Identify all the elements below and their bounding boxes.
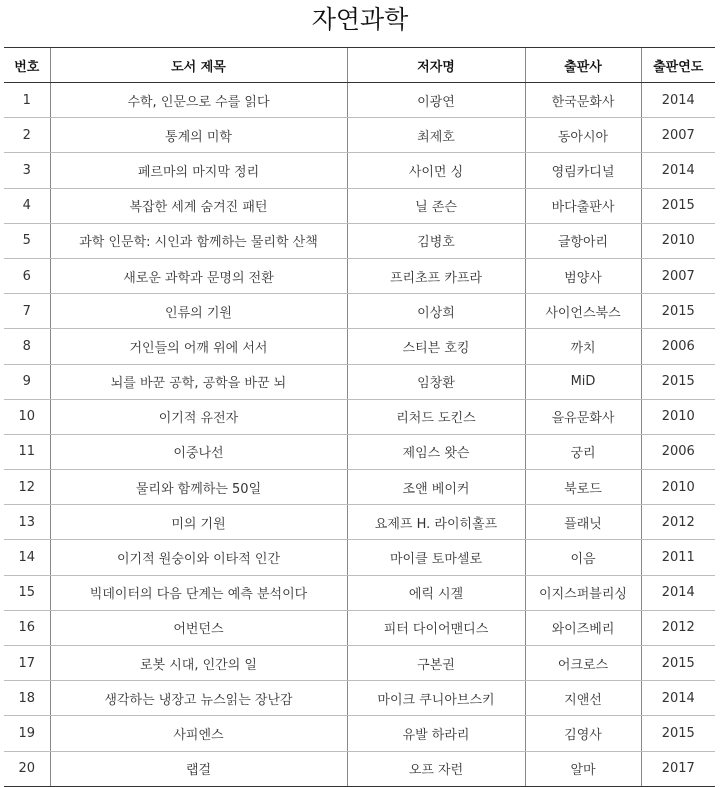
cell-year: 2012 [641, 610, 715, 645]
cell-year: 2014 [641, 153, 715, 188]
cell-book-title: 랩걸 [50, 751, 347, 786]
cell-book-title: 물리와 함께하는 50일 [50, 470, 347, 505]
table-row [4, 434, 715, 469]
cell-number: 18 [4, 681, 50, 716]
cell-author: 이상희 [347, 294, 525, 329]
cell-publisher: 와이즈베리 [525, 610, 641, 645]
table-row [4, 751, 715, 786]
table-row [4, 646, 715, 681]
cell-year: 2015 [641, 294, 715, 329]
table-row [4, 505, 715, 540]
cell-publisher: 이음 [525, 540, 641, 575]
cell-book-title: 이기적 유전자 [50, 399, 347, 434]
cell-book-title: 수학, 인문으로 수를 읽다 [50, 83, 347, 118]
cell-number: 8 [4, 329, 50, 364]
cell-number: 6 [4, 258, 50, 293]
table-row [4, 294, 715, 329]
cell-number: 4 [4, 188, 50, 223]
cell-publisher: MiD [525, 364, 641, 399]
cell-publisher: 북로드 [525, 470, 641, 505]
cell-number: 19 [4, 716, 50, 751]
table-row [4, 153, 715, 188]
cell-publisher: 김영사 [525, 716, 641, 751]
table-row [4, 83, 715, 118]
cell-author: 스티븐 호킹 [347, 329, 525, 364]
cell-book-title: 복잡한 세계 숨겨진 패턴 [50, 188, 347, 223]
cell-publisher: 범양사 [525, 258, 641, 293]
cell-year: 2015 [641, 646, 715, 681]
cell-book-title: 로봇 시대, 인간의 일 [50, 646, 347, 681]
cell-book-title: 미의 기원 [50, 505, 347, 540]
cell-year: 2014 [641, 83, 715, 118]
table-row [4, 223, 715, 258]
table-row [4, 470, 715, 505]
table-row [4, 399, 715, 434]
cell-publisher: 동아시아 [525, 118, 641, 153]
cell-year: 2007 [641, 118, 715, 153]
header-year: 출판연도 [641, 48, 715, 83]
table-row [4, 610, 715, 645]
cell-number: 15 [4, 575, 50, 610]
cell-year: 2015 [641, 716, 715, 751]
cell-author: 마이크 쿠니아브스키 [347, 681, 525, 716]
cell-author: 리처드 도킨스 [347, 399, 525, 434]
table-row [4, 188, 715, 223]
cell-year: 2014 [641, 575, 715, 610]
table-row [4, 716, 715, 751]
cell-publisher: 영림카디널 [525, 153, 641, 188]
cell-number: 11 [4, 434, 50, 469]
cell-number: 12 [4, 470, 50, 505]
cell-number: 13 [4, 505, 50, 540]
cell-author: 최제호 [347, 118, 525, 153]
cell-year: 2010 [641, 470, 715, 505]
cell-year: 2010 [641, 399, 715, 434]
cell-year: 2006 [641, 434, 715, 469]
table-body [4, 83, 715, 787]
cell-publisher: 어크로스 [525, 646, 641, 681]
table-row [4, 575, 715, 610]
cell-publisher: 을유문화사 [525, 399, 641, 434]
cell-year: 2015 [641, 364, 715, 399]
header-number: 번호 [4, 48, 50, 83]
cell-year: 2006 [641, 329, 715, 364]
cell-book-title: 사피엔스 [50, 716, 347, 751]
cell-book-title: 이기적 원숭이와 이타적 인간 [50, 540, 347, 575]
cell-publisher: 글항아리 [525, 223, 641, 258]
cell-number: 10 [4, 399, 50, 434]
cell-year: 2007 [641, 258, 715, 293]
cell-publisher: 까치 [525, 329, 641, 364]
cell-publisher: 바다출판사 [525, 188, 641, 223]
cell-publisher: 이지스퍼블리싱 [525, 575, 641, 610]
cell-number: 2 [4, 118, 50, 153]
table-row [4, 540, 715, 575]
table-row [4, 258, 715, 293]
cell-author: 피터 다이어맨디스 [347, 610, 525, 645]
header-author: 저자명 [347, 48, 525, 83]
cell-year: 2012 [641, 505, 715, 540]
book-table [4, 47, 715, 787]
cell-book-title: 이중나선 [50, 434, 347, 469]
table-row [4, 329, 715, 364]
cell-author: 에릭 시겔 [347, 575, 525, 610]
cell-author: 임창환 [347, 364, 525, 399]
cell-author: 오프 자런 [347, 751, 525, 786]
cell-book-title: 새로운 과학과 문명의 전환 [50, 258, 347, 293]
cell-publisher: 한국문화사 [525, 83, 641, 118]
header-book-title: 도서 제목 [50, 48, 347, 83]
cell-author: 제임스 왓슨 [347, 434, 525, 469]
cell-year: 2015 [641, 188, 715, 223]
cell-author: 구본권 [347, 646, 525, 681]
table-row [4, 681, 715, 716]
cell-author: 조앤 베이커 [347, 470, 525, 505]
cell-publisher: 궁리 [525, 434, 641, 469]
cell-number: 20 [4, 751, 50, 786]
cell-author: 마이클 토마셀로 [347, 540, 525, 575]
cell-author: 사이먼 싱 [347, 153, 525, 188]
header-publisher: 출판사 [525, 48, 641, 83]
cell-number: 16 [4, 610, 50, 645]
cell-year: 2010 [641, 223, 715, 258]
cell-book-title: 페르마의 마지막 정리 [50, 153, 347, 188]
cell-book-title: 생각하는 냉장고 뉴스읽는 장난감 [50, 681, 347, 716]
cell-book-title: 어번던스 [50, 610, 347, 645]
cell-publisher: 지앤선 [525, 681, 641, 716]
table-row [4, 364, 715, 399]
cell-number: 1 [4, 83, 50, 118]
cell-author: 요제프 H. 라이히홀프 [347, 505, 525, 540]
cell-book-title: 인류의 기원 [50, 294, 347, 329]
page-title: 자연과학 [311, 5, 409, 34]
cell-author: 이광연 [347, 83, 525, 118]
cell-year: 2017 [641, 751, 715, 786]
cell-author: 닐 존슨 [347, 188, 525, 223]
cell-year: 2014 [641, 681, 715, 716]
cell-book-title: 통계의 미학 [50, 118, 347, 153]
cell-publisher: 플래닛 [525, 505, 641, 540]
cell-publisher: 사이언스북스 [525, 294, 641, 329]
cell-book-title: 뇌를 바꾼 공학, 공학을 바꾼 뇌 [50, 364, 347, 399]
cell-book-title: 빅데이터의 다음 단계는 예측 분석이다 [50, 575, 347, 610]
cell-author: 유발 하라리 [347, 716, 525, 751]
cell-book-title: 거인들의 어깨 위에 서서 [50, 329, 347, 364]
cell-year: 2011 [641, 540, 715, 575]
cell-number: 14 [4, 540, 50, 575]
cell-book-title: 과학 인문학: 시인과 함께하는 물리학 산책 [50, 223, 347, 258]
cell-number: 17 [4, 646, 50, 681]
cell-author: 프리초프 카프라 [347, 258, 525, 293]
cell-number: 7 [4, 294, 50, 329]
cell-publisher: 알마 [525, 751, 641, 786]
cell-number: 5 [4, 223, 50, 258]
cell-number: 3 [4, 153, 50, 188]
table-header-row [4, 48, 715, 83]
table-row [4, 118, 715, 153]
cell-number: 9 [4, 364, 50, 399]
cell-author: 김병호 [347, 223, 525, 258]
